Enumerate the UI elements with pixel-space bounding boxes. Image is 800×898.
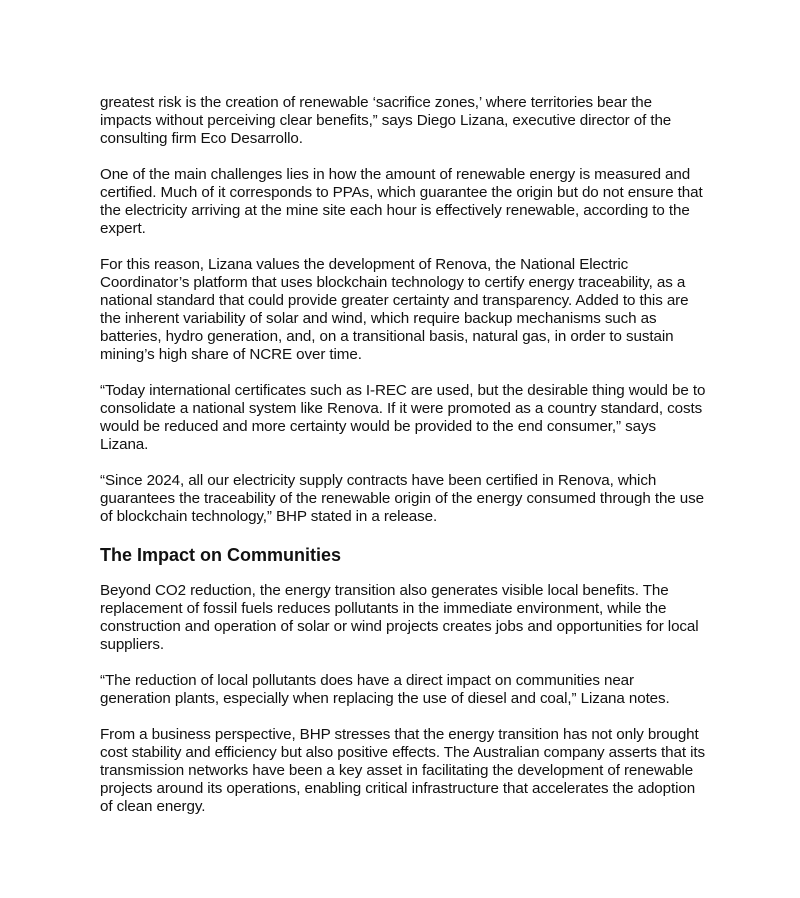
paragraph-renova-platform: For this reason, Lizana values the development of Renova, the National Electric Coordinator’s platform that uses blockchain technology to certify energy traceability, as a national standard that could provide greater certainty and transparency. Added to this are the inherent variability of solar and wind, which require backup mechanisms such as batteries, hydro generation, and, on a transitional basis, natural gas, in order to sustain mining’s high share of NCRE over time. bbox=[100, 256, 689, 363]
paragraph-pollutants-quote: “The reduction of local pollutants does have a direct impact on communities near generation plants, especially when replacing the use of diesel and coal,” Lizana notes. bbox=[100, 672, 670, 707]
paragraph-local-benefits: Beyond CO2 reduction, the energy transition also generates visible local benefits. The replacement of fossil fuels reduces pollutants in the immediate environment, while the construction and operation of solar or wind projects creates jobs and opportunities for local suppliers. bbox=[100, 582, 699, 653]
paragraph-lizana-quote: “Today international certificates such as I-REC are used, but the desirable thing would be to consolidate a national system like Renova. If it were promoted as a country standard, costs would be reduced and more certainty would be provided to the end consumer,” says Lizana. bbox=[100, 382, 706, 453]
paragraph-business-perspective: From a business perspective, BHP stresses that the energy transition has not only brought cost stability and efficiency but also positive effects. The Australian company asserts that its transmission networks have been a key asset in facilitating the development of renewable projects around its operations, enabling critical infrastructure that accelerates the adoption of clean energy. bbox=[100, 726, 705, 815]
article-body bbox=[100, 94, 706, 834]
paragraph-bhp-statement: “Since 2024, all our electricity supply contracts have been certified in Renova, which guarantees the traceability of the renewable origin of the energy consumed through the use of blockchain technology,” BHP stated in a release. bbox=[100, 472, 704, 525]
paragraph-sacrifice-zones: greatest risk is the creation of renewable ‘sacrifice zones,’ where territories bear the impacts without perceiving clear benefits,” says Diego Lizana, executive director of the consulting firm Eco Desarrollo. bbox=[100, 94, 672, 147]
section-heading: The Impact on Communities bbox=[100, 545, 342, 565]
paragraph-measurement-challenges: One of the main challenges lies in how the amount of renewable energy is measured and certified. Much of it corresponds to PPAs, which guarantee the origin but do not ensure that the electricity arriving at the mine site each hour is effectively renewable, according to the expert. bbox=[100, 166, 703, 237]
